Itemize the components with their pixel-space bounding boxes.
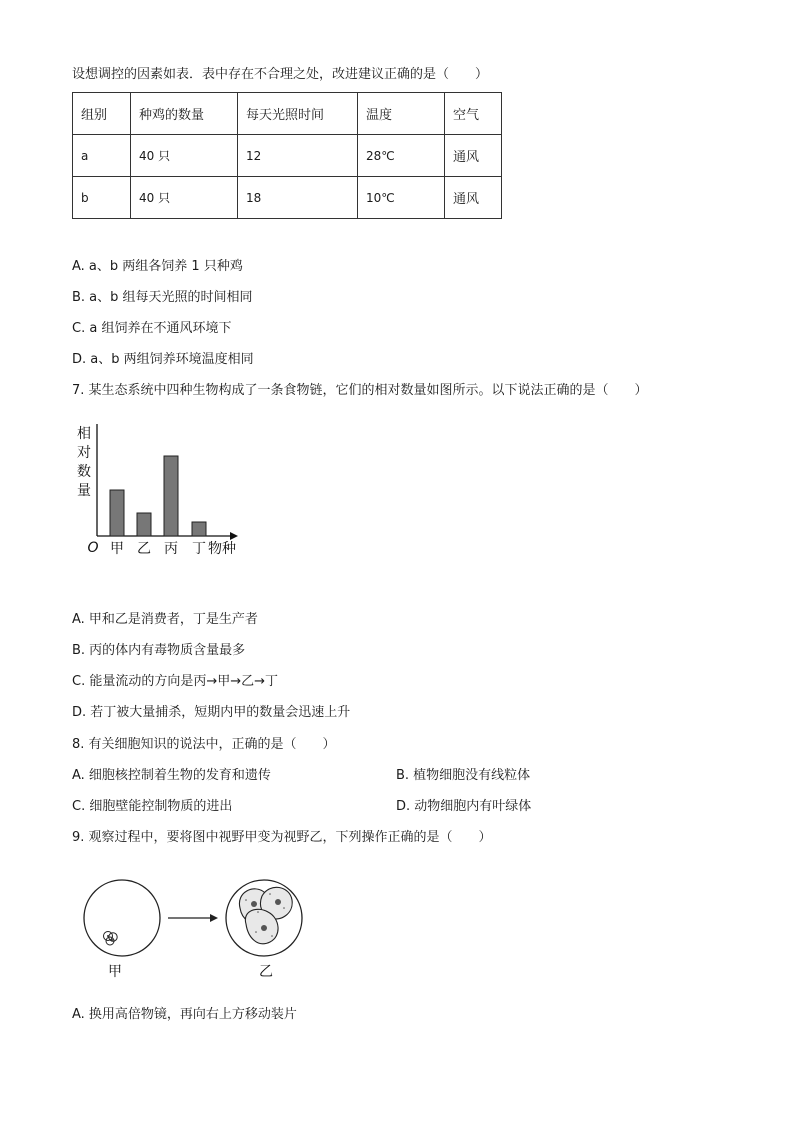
table-row [73, 135, 502, 177]
y-axis-label-char: 数 [77, 464, 91, 480]
q8-option-b: B. 植物细胞没有线粒体 [396, 768, 531, 783]
small-cells-jia [104, 932, 118, 946]
table-header-cell: 组别 [73, 93, 131, 135]
bar-1 [137, 513, 151, 536]
q7-option-a: A. 甲和乙是消费者，丁是生产者 [72, 612, 258, 627]
x-tick-label: 丙 [164, 541, 178, 557]
y-axis-label-char: 量 [77, 483, 91, 499]
table-header-cell: 种鸡的数量 [131, 93, 238, 135]
y-axis-label-char: 相 [77, 426, 91, 442]
large-cells-yi [239, 887, 292, 943]
table-header-cell: 温度 [358, 93, 445, 135]
table-header-cell: 每天光照时间 [238, 93, 358, 135]
q6-table [72, 92, 502, 219]
bar-2 [164, 456, 178, 536]
microscope-figure [70, 870, 320, 985]
arrow-head-icon [210, 914, 218, 922]
figure-label-jia: 甲 [108, 964, 122, 980]
bar-chart [70, 420, 260, 560]
table-row [73, 177, 502, 219]
x-axis-label: 物种 [208, 541, 236, 557]
q6-stem: 设想调控的因素如表．表中存在不合理之处，改进建议正确的是（ ） [72, 67, 489, 82]
figure-label-yi: 乙 [259, 964, 273, 980]
q7-stem: 7. 某生态系统中四种生物构成了一条食物链，它们的相对数量如图所示。以下说法正确的是（ ） [72, 383, 648, 398]
x-tick-label: 丁 [192, 541, 206, 557]
table-header-cell: 空气 [445, 93, 502, 135]
table-cell: b [73, 177, 131, 219]
q9-stem: 9. 观察过程中，要将图中视野甲变为视野乙，下列操作正确的是（ ） [72, 830, 492, 845]
q6-option-c: C. a 组饲养在不通风环境下 [72, 321, 232, 336]
x-axis-arrow-icon [230, 532, 238, 540]
q7-option-d: D. 若丁被大量捕杀，短期内甲的数量会迅速上升 [72, 705, 351, 720]
q6-option-d: D. a、b 两组饲养环境温度相同 [72, 352, 254, 367]
table-cell: 40 只 [131, 177, 238, 219]
q8-option-a: A. 细胞核控制着生物的发育和遗传 [72, 768, 271, 783]
x-tick-label: 乙 [137, 541, 151, 557]
q6-option-b: B. a、b 组每天光照的时间相同 [72, 290, 253, 305]
table-header-row [73, 93, 502, 135]
x-tick-label: 甲 [110, 541, 124, 557]
q9-option-a: A. 换用高倍物镜，再向右上方移动装片 [72, 1007, 297, 1022]
q7-option-c: C. 能量流动的方向是丙→甲→乙→丁 [72, 674, 279, 689]
bar-0 [110, 490, 124, 536]
table-cell: 28℃ [358, 135, 445, 177]
q8-option-d: D. 动物细胞内有叶绿体 [396, 799, 532, 814]
table-cell: 18 [238, 177, 358, 219]
table-cell: 通风 [445, 177, 502, 219]
origin-label: O [87, 540, 99, 556]
q6-option-a: A. a、b 两组各饲养 1 只种鸡 [72, 259, 243, 274]
table-cell: 40 只 [131, 135, 238, 177]
q8-stem: 8. 有关细胞知识的说法中，正确的是（ ） [72, 737, 336, 752]
bar-3 [192, 522, 206, 536]
table-cell: a [73, 135, 131, 177]
q7-option-b: B. 丙的体内有毒物质含量最多 [72, 643, 246, 658]
table-cell: 通风 [445, 135, 502, 177]
table-cell: 10℃ [358, 177, 445, 219]
y-axis-label-char: 对 [77, 445, 91, 461]
table-cell: 12 [238, 135, 358, 177]
q8-option-c: C. 细胞壁能控制物质的进出 [72, 799, 233, 814]
view-field-jia [84, 880, 160, 956]
